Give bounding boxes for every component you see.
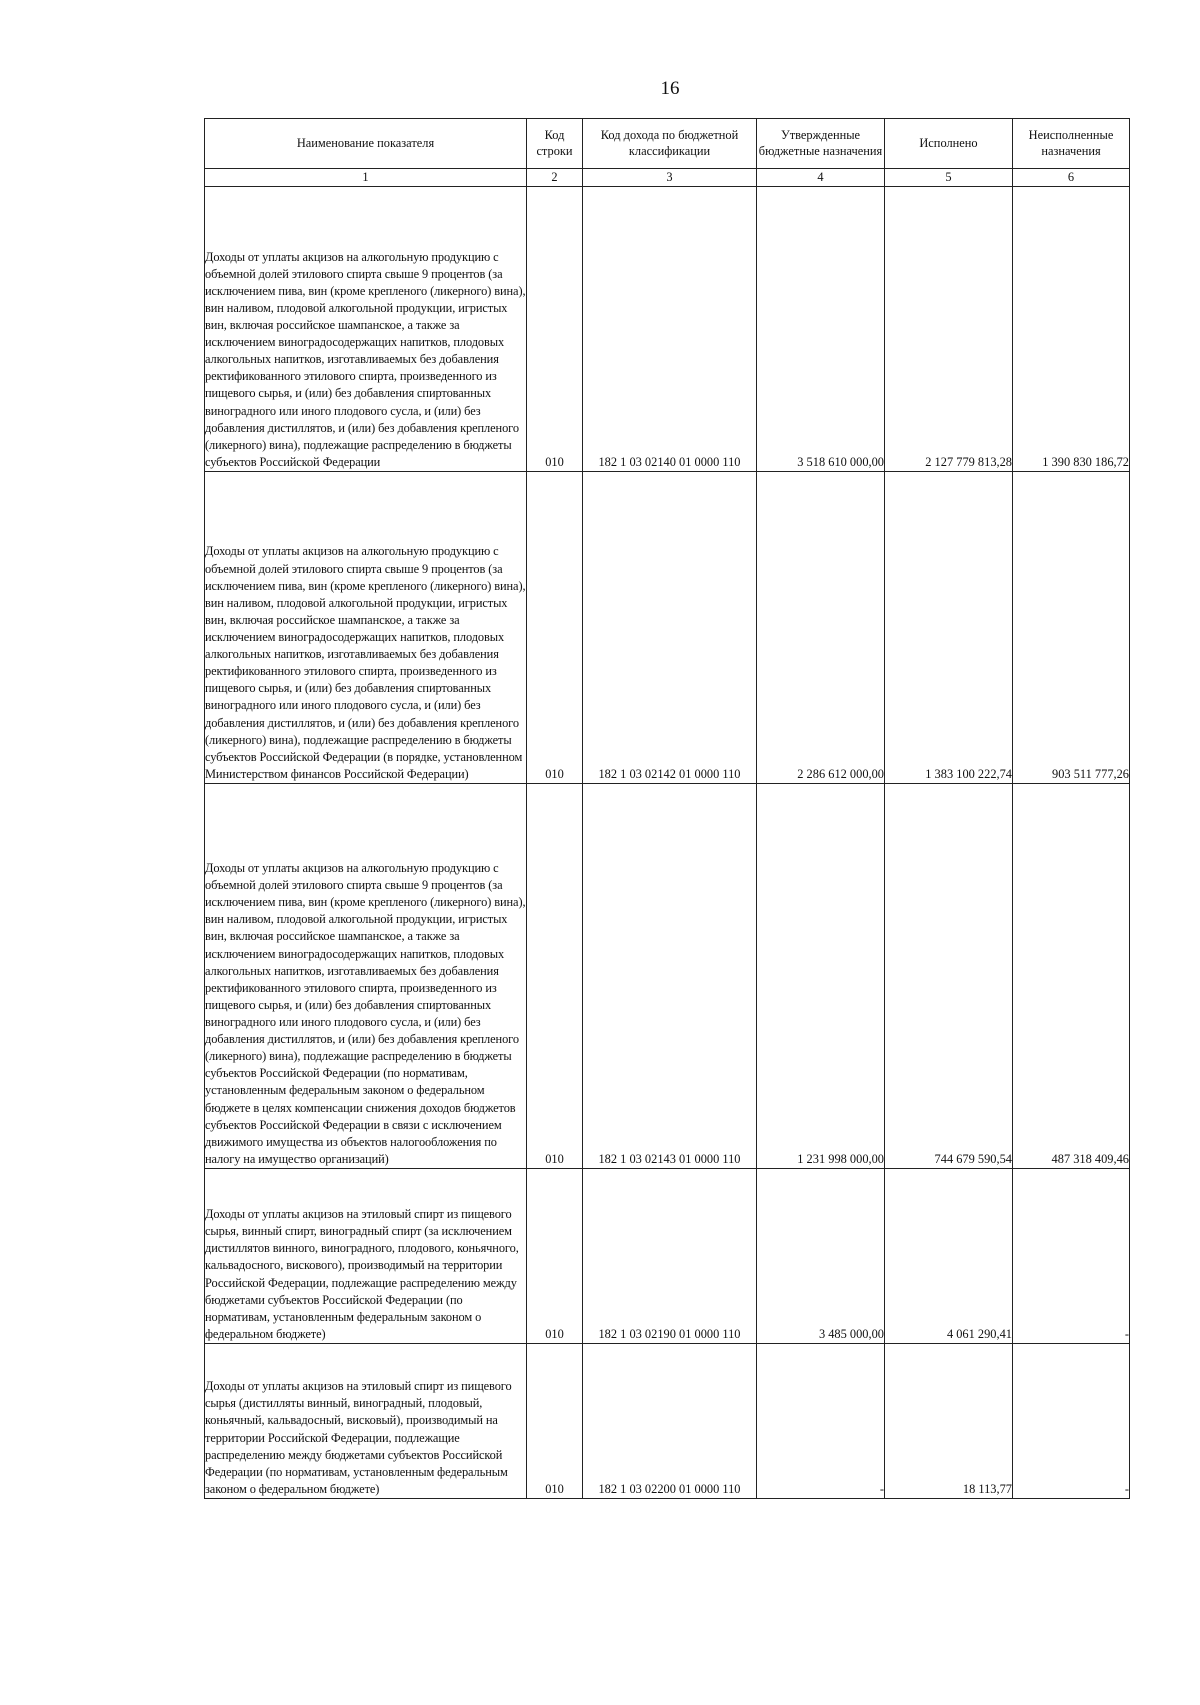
- indicator-name: Доходы от уплаты акцизов на алкогольную продукцию с объемной долей этилового спирта свыше 9 процентов (за исключением пива, вин (кроме крепленого (ликерного) вина), вин наливом, плодовой алкогольной продукции, игристых вин, включая российское шампанское, а также за исключением виноградосодержащих напитков, плодовых алкогольных напитков, изготавливаемых без добавления ректификованного этилового спирта, произведенного из пищевого сырья, и (или) без добавления спиртованных виноградного или иного плодового сусла, и (или) без добавления дистиллятов, и (или) без добавления крепленого (ликерного) вина), подлежащие распределению в бюджеты субъектов Российской Федерации (в порядке, установленном Министерством финансов Российской Федерации): [205, 472, 527, 784]
- header-row: [205, 119, 1130, 169]
- header-unexecuted: Неисполненные назначения: [1013, 119, 1130, 169]
- income-code: 182 1 03 02190 01 0000 110: [583, 1169, 757, 1344]
- line-code: 010: [527, 784, 583, 1169]
- table-row: [205, 187, 1130, 472]
- table-row: [205, 1344, 1130, 1499]
- indicator-name: Доходы от уплаты акцизов на алкогольную продукцию с объемной долей этилового спирта свыше 9 процентов (за исключением пива, вин (кроме крепленого (ликерного) вина), вин наливом, плодовой алкогольной продукции, игристых вин, включая российское шампанское, а также за исключением виноградосодержащих напитков, плодовых алкогольных напитков, изготавливаемых без добавления ректификованного этилового спирта, произведенного из пищевого сырья, и (или) без добавления спиртованных виноградного или иного плодового сусла, и (или) без добавления дистиллятов, и (или) без добавления крепленого (ликерного) вина), подлежащие распределению в бюджеты субъектов Российской Федерации (по нормативам, установленным федеральным законом о федеральном бюджете в целях компенсации снижения доходов бюджетов субъектов Российской Федерации в связи с исключением движимого имущества из объектов налогообложения по налогу на имущество организаций): [205, 784, 527, 1169]
- page-number: 16: [660, 78, 680, 99]
- approved-amount: 2 286 612 000,00: [757, 472, 885, 784]
- executed-amount: 2 127 779 813,28: [885, 187, 1013, 472]
- line-code: 010: [527, 1169, 583, 1344]
- executed-amount: 1 383 100 222,74: [885, 472, 1013, 784]
- unexecuted-amount: -: [1013, 1169, 1130, 1344]
- unexecuted-amount: -: [1013, 1344, 1130, 1499]
- approved-amount: 3 518 610 000,00: [757, 187, 885, 472]
- column-number: 2: [527, 169, 583, 187]
- executed-amount: 744 679 590,54: [885, 784, 1013, 1169]
- column-number: 6: [1013, 169, 1130, 187]
- header-indicator-name: Наименование показателя: [205, 119, 527, 169]
- line-code: 010: [527, 1344, 583, 1499]
- approved-amount: 1 231 998 000,00: [757, 784, 885, 1169]
- line-code: 010: [527, 187, 583, 472]
- header-approved: Утвержденные бюджетные назначения: [757, 119, 885, 169]
- income-code: 182 1 03 02142 01 0000 110: [583, 472, 757, 784]
- unexecuted-amount: 903 511 777,26: [1013, 472, 1130, 784]
- indicator-name: Доходы от уплаты акцизов на этиловый спирт из пищевого сырья, винный спирт, виноградный спирт (за исключением дистиллятов винного, виноградного, плодового, коньячного, кальвадосного, вискового), производимый на территории Российской Федерации, подлежащие распределению между бюджетами субъектов Российской Федерации (по нормативам, установленным федеральным законом о федеральном бюджете): [205, 1169, 527, 1344]
- table-row: [205, 784, 1130, 1169]
- income-code: 182 1 03 02143 01 0000 110: [583, 784, 757, 1169]
- executed-amount: 18 113,77: [885, 1344, 1013, 1499]
- approved-amount: 3 485 000,00: [757, 1169, 885, 1344]
- indicator-name: Доходы от уплаты акцизов на этиловый спирт из пищевого сырья (дистилляты винный, виноградный, плодовый, коньячный, кальвадосный, висковый), производимый на территории Российской Федерации, подлежащие распределению между бюджетами субъектов Российской Федерации (по нормативам, установленным федеральным законом о федеральном бюджете): [205, 1344, 527, 1499]
- income-code: 182 1 03 02200 01 0000 110: [583, 1344, 757, 1499]
- income-code: 182 1 03 02140 01 0000 110: [583, 187, 757, 472]
- unexecuted-amount: 1 390 830 186,72: [1013, 187, 1130, 472]
- table-row: [205, 1169, 1130, 1344]
- header-income-code: Код дохода по бюджетной классификации: [583, 119, 757, 169]
- approved-amount: -: [757, 1344, 885, 1499]
- header-executed: Исполнено: [885, 119, 1013, 169]
- column-number: 5: [885, 169, 1013, 187]
- column-number-row: [205, 169, 1130, 187]
- table-row: [205, 472, 1130, 784]
- column-number: 3: [583, 169, 757, 187]
- column-number: 1: [205, 169, 527, 187]
- header-line-code: Код строки: [527, 119, 583, 169]
- column-number: 4: [757, 169, 885, 187]
- line-code: 010: [527, 472, 583, 784]
- unexecuted-amount: 487 318 409,46: [1013, 784, 1130, 1169]
- executed-amount: 4 061 290,41: [885, 1169, 1013, 1344]
- budget-execution-table: [204, 118, 1130, 1499]
- indicator-name: Доходы от уплаты акцизов на алкогольную продукцию с объемной долей этилового спирта свыше 9 процентов (за исключением пива, вин (кроме крепленого (ликерного) вина), вин наливом, плодовой алкогольной продукции, игристых вин, включая российское шампанское, а также за исключением виноградосодержащих напитков, плодовых алкогольных напитков, изготавливаемых без добавления ректификованного этилового спирта, произведенного из пищевого сырья, и (или) без добавления спиртованных виноградного или иного плодового сусла, и (или) без добавления дистиллятов, и (или) без добавления крепленого (ликерного) вина), подлежащие распределению в бюджеты субъектов Российской Федерации: [205, 187, 527, 472]
